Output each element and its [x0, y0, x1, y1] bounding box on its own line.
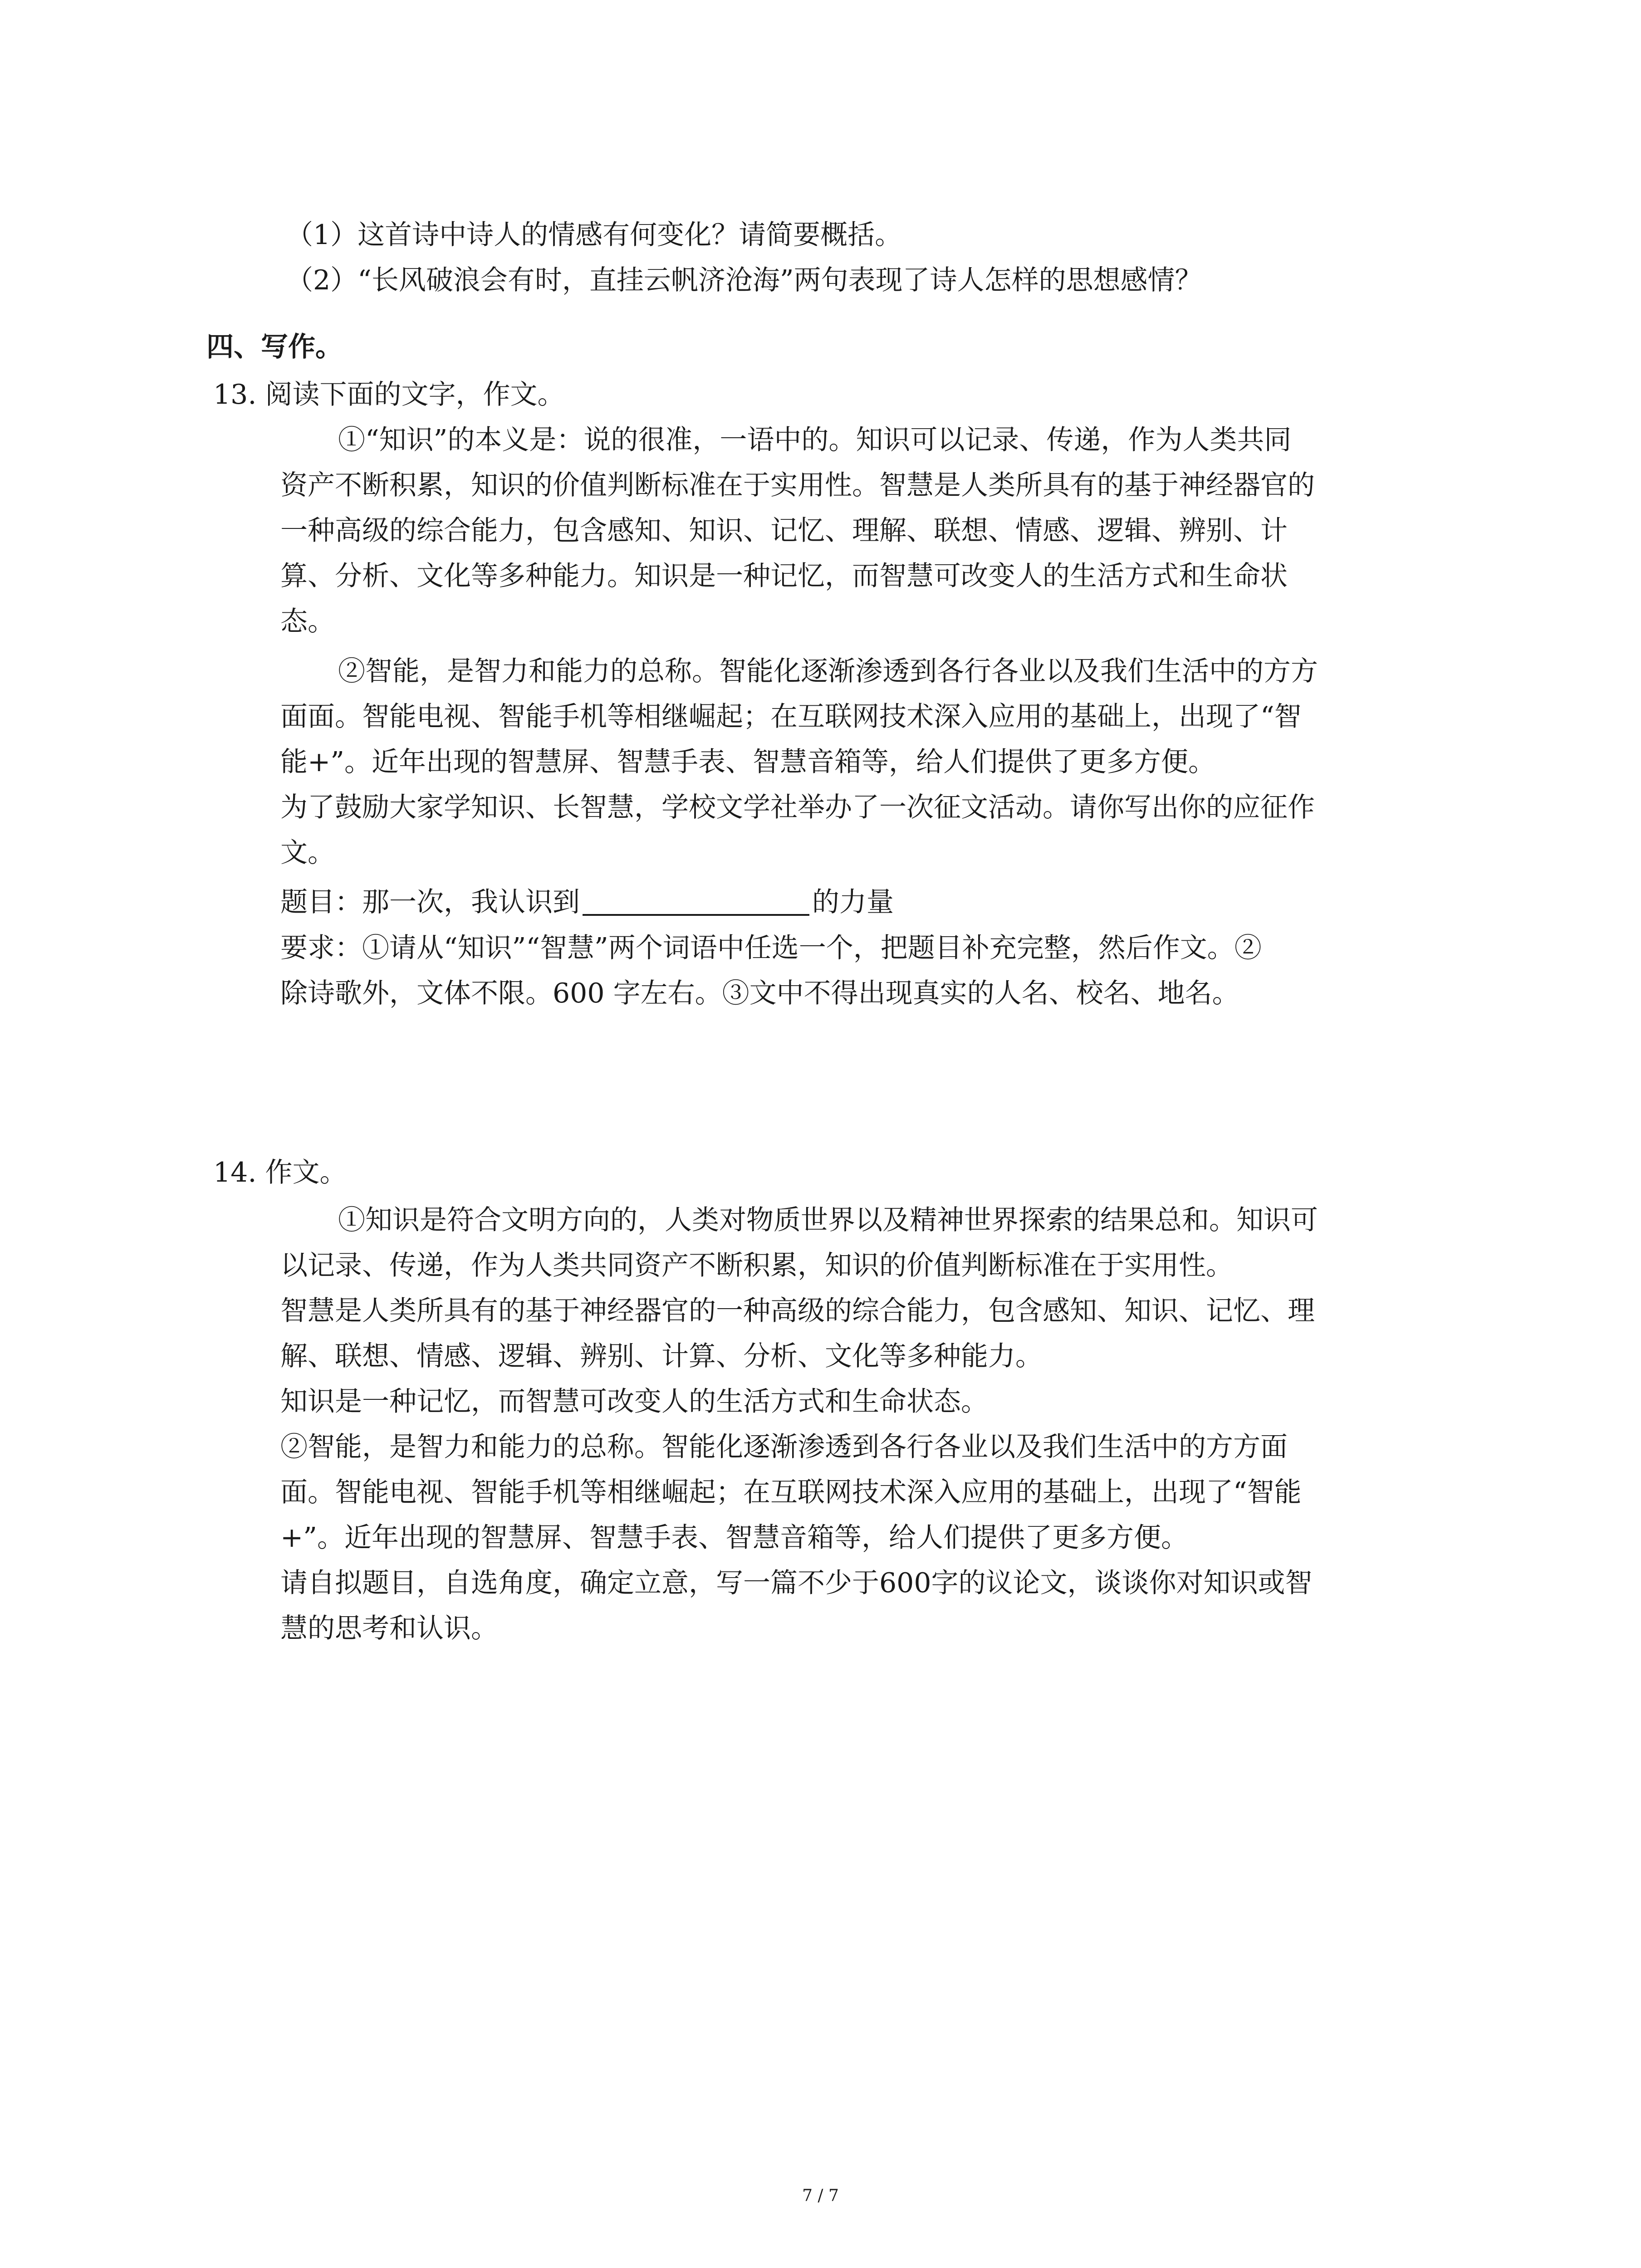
q12-subquestion-2: （2）“长风破浪会有时，直挂云帆济沧海”两句表现了诗人怎样的思想感情？: [286, 264, 1202, 296]
q13-p2-line-2: 面面。智能电视、智能手机等相继崛起；在互联网技术深入应用的基础上，出现了“智: [280, 701, 1302, 733]
q13-p3-line-2: 文。: [280, 837, 335, 869]
q13-essay-title: [280, 887, 894, 916]
q14-line-10: 慧的思考和认识。: [280, 1613, 498, 1644]
q14-line-6: ②智能，是智力和能力的总称。智能化逐渐渗透到各行各业以及我们生活中的方方面: [280, 1431, 1288, 1463]
page-number: 7 / 7: [802, 2186, 839, 2205]
q14-line-7: 面。智能电视、智能手机等相继崛起；在互联网技术深入应用的基础上，出现了“智能: [280, 1476, 1302, 1508]
q13-p2-line-1: ②智能，是智力和能力的总称。智能化逐渐渗透到各行各业以及我们生活中的方方: [338, 655, 1318, 687]
q13-p1-line-5: 态。: [280, 606, 335, 637]
q14-line-3: 智慧是人类所具有的基于神经器官的一种高级的综合能力，包含感知、知识、记忆、理: [280, 1295, 1315, 1327]
q13-p1-line-4: 算、分析、文化等多种能力。知识是一种记忆，而智慧可改变人的生活方式和生命状: [280, 560, 1288, 592]
q13-requirements-line-1: 要求：①请从“知识”“智慧”两个词语中任选一个，把题目补充完整，然后作文。②: [280, 932, 1262, 964]
q14-line-1: ①知识是符合文明方向的，人类对物质世界以及精神世界探索的结果总和。知识可: [338, 1204, 1318, 1236]
section-heading-writing: 四、写作。: [206, 331, 343, 363]
q14-line-8: +”。近年出现的智慧屏、智慧手表、智慧音箱等，给人们提供了更多方便。: [280, 1522, 1188, 1554]
q14-line-4: 解、联想、情感、逻辑、辨别、计算、分析、文化等多种能力。: [280, 1340, 1043, 1372]
q12-subquestion-1: （1）这首诗中诗人的情感有何变化？请简要概括。: [286, 219, 902, 251]
q13-intro: 13. 阅读下面的文字，作文。: [213, 379, 565, 411]
q14-line-5: 知识是一种记忆，而智慧可改变人的生活方式和生命状态。: [280, 1386, 988, 1418]
q13-p1-line-3: 一种高级的综合能力，包含感知、知识、记忆、理解、联想、情感、逻辑、辨别、计: [280, 515, 1288, 547]
q13-title-prefix: 题目：那一次，我认识到: [280, 886, 580, 918]
q13-title-suffix: 的力量: [812, 886, 894, 918]
q13-title-blank: [583, 887, 809, 916]
q14-intro: 14. 作文。: [213, 1157, 347, 1188]
q13-p1-line-1: ①“知识”的本义是：说的很准，一语中的。知识可以记录、传递，作为人类共同: [338, 424, 1292, 456]
q13-requirements-line-2: 除诗歌外，文体不限。600 字左右。③文中不得出现真实的人名、校名、地名。: [280, 978, 1239, 1009]
q14-line-2: 以记录、传递，作为人类共同资产不断积累，知识的价值判断标准在于实用性。: [280, 1250, 1233, 1281]
q13-p3-line-1: 为了鼓励大家学知识、长智慧，学校文学社举办了一次征文活动。请你写出你的应征作: [280, 792, 1315, 823]
q13-p1-line-2: 资产不断积累，知识的价值判断标准在于实用性。智慧是人类所具有的基于神经器官的: [280, 469, 1315, 501]
q14-line-9: 请自拟题目，自选角度，确定立意，写一篇不少于600字的议论文，谈谈你对知识或智: [280, 1567, 1313, 1599]
q13-p2-line-3: 能+”。近年出现的智慧屏、智慧手表、智慧音箱等，给人们提供了更多方便。: [280, 746, 1215, 778]
